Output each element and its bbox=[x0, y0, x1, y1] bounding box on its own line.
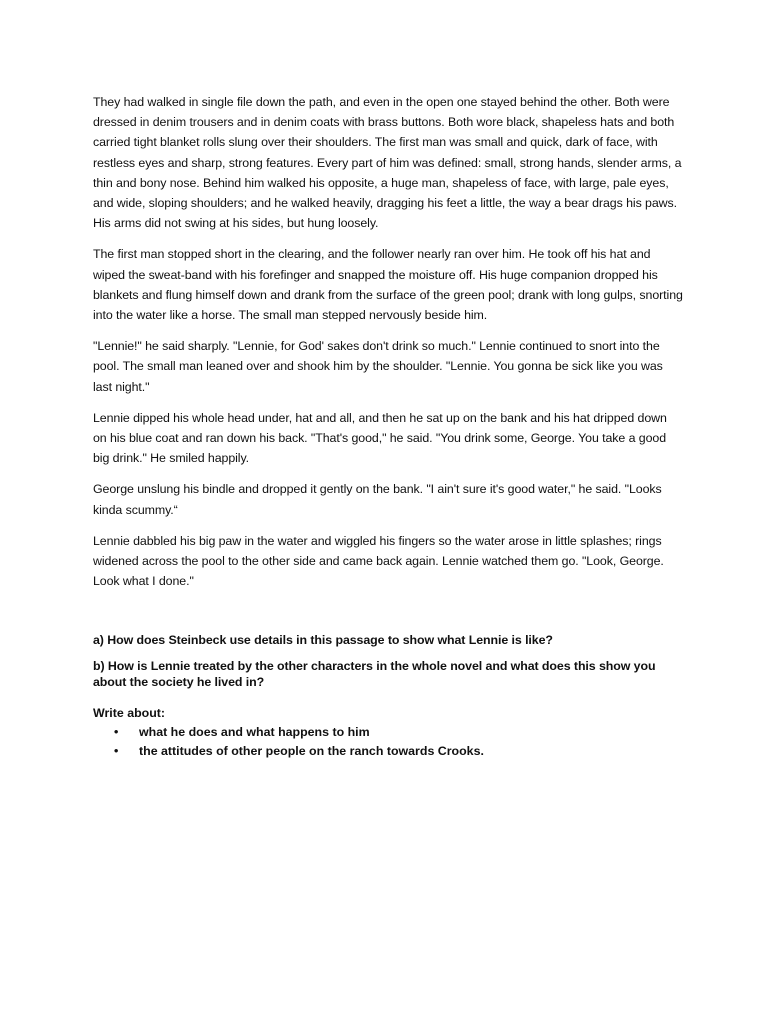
passage-paragraph-1: They had walked in single file down the path, and even in the open one stayed behind the other. Both were dressed in denim trousers and in denim coats with brass buttons. Both wore black, shapeless hats and both carried tight blanket rolls slung over their shoulders. The first man was small and quick, dark of face, with restless eyes and sharp, strong features. Every part of him was defined: small, strong hands, slender arms, a thin and bony nose. Behind him walked his opposite, a huge man, shapeless of face, with large, pale eyes, and wide, sloping shoulders; and he walked heavily, dragging his feet a little, the way a bear drags his paws. His arms did not swing at his sides, but hung loosely. bbox=[93, 95, 682, 231]
passage-paragraph-6: Lennie dabbled his big paw in the water and wiggled his fingers so the water arose in little splashes; rings widened across the pool to the other side and came back again. Lennie watched them go. "Look, George. Look what I done." bbox=[93, 533, 664, 589]
list-item bbox=[93, 723, 683, 742]
write-about-heading: Write about: bbox=[93, 705, 166, 720]
passage-paragraph-5: George unslung his bindle and dropped it gently on the bank. "I ain't sure it's good water," he said. "Looks kinda scummy.“ bbox=[93, 482, 662, 517]
write-about-list bbox=[93, 723, 683, 761]
list-item-text: what he does and what happens to him bbox=[139, 725, 370, 740]
question-a: a) How does Steinbeck use details in this passage to show what Lennie is like? bbox=[93, 633, 553, 648]
bullet-icon: • bbox=[114, 725, 119, 740]
question-b: b) How is Lennie treated by the other characters in the whole novel and what does this show you about the society he lived in? bbox=[93, 658, 656, 690]
list-item-text: the attitudes of other people on the ranch towards Crooks. bbox=[139, 744, 484, 759]
document-page bbox=[93, 92, 683, 761]
passage-paragraph-4: Lennie dipped his whole head under, hat and all, and then he sat up on the bank and his hat dripped down on his blue coat and ran down his back. "That's good," he said. "You drink some, George. You take a good big drink." He smiled happily. bbox=[93, 410, 667, 466]
passage-paragraph-2: The first man stopped short in the clearing, and the follower nearly ran over him. He took off his hat and wiped the sweat-band with his forefinger and snapped the moisture off. His huge companion dropped his blankets and flung himself down and drank from the surface of the green pool; drank with long gulps, snorting into the water like a horse. The small man stepped nervously beside him. bbox=[93, 247, 683, 323]
bullet-icon: • bbox=[114, 744, 119, 759]
section-spacer bbox=[93, 602, 683, 632]
passage-paragraph-3: "Lennie!" he said sharply. "Lennie, for God' sakes don't drink so much." Lennie continued to snort into the pool. The small man leaned over and shook him by the shoulder. "Lennie. You gonna be sick like you was last night." bbox=[93, 339, 663, 394]
list-item bbox=[93, 742, 683, 761]
